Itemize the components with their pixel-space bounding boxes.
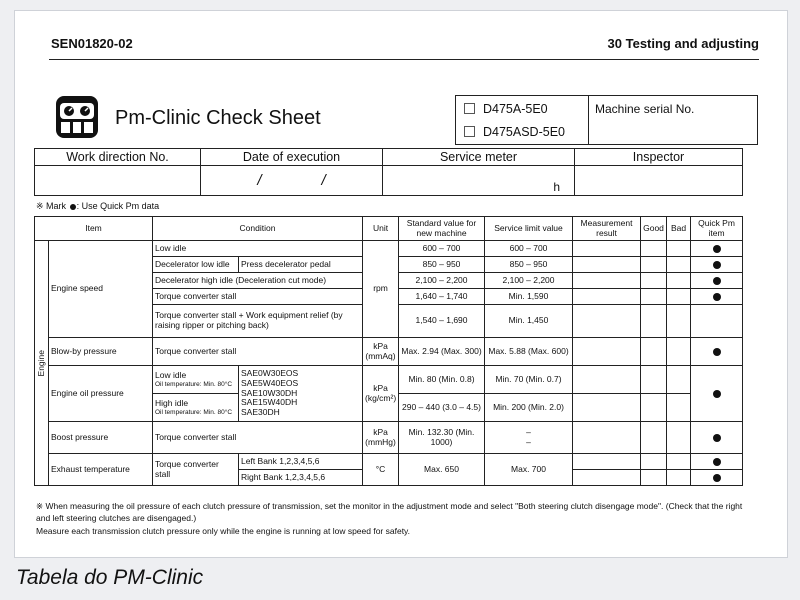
- unit-cell: rpm: [363, 241, 399, 338]
- blowby-item: Blow-by pressure: [49, 338, 153, 366]
- left-bank-cell: Left Bank 1,2,3,4,5,6: [239, 454, 363, 470]
- good-checkbox[interactable]: [641, 394, 667, 422]
- good-checkbox[interactable]: [641, 289, 667, 305]
- mark-note: [36, 201, 159, 212]
- bad-checkbox[interactable]: [667, 273, 691, 289]
- work-info-table: [34, 148, 743, 196]
- section-title: 30 Testing and adjusting: [607, 36, 759, 51]
- oil-grade: SAE15W40DH: [241, 397, 298, 408]
- good-checkbox[interactable]: [641, 273, 667, 289]
- standard-cell: Max. 650: [399, 454, 485, 486]
- quick-pm-dot-icon: [713, 277, 721, 285]
- measurement-input[interactable]: [573, 366, 641, 394]
- good-checkbox[interactable]: [641, 338, 667, 366]
- quick-pm-dot-icon: [713, 245, 721, 253]
- quick-pm-dot-icon: [713, 458, 721, 466]
- model-selector: [455, 95, 589, 145]
- oil-grade: SAE0W30EOS: [241, 368, 299, 379]
- checkbox-icon[interactable]: [464, 103, 475, 114]
- standard-header: Standard value for new machine: [399, 217, 485, 241]
- sheet-title: Pm-Clinic Check Sheet: [115, 107, 321, 129]
- unit-header: Unit: [363, 217, 399, 241]
- service-meter-field[interactable]: [383, 166, 575, 196]
- meter-unit: h: [553, 179, 560, 194]
- oil-temp-label: Oil temperature: Min. 80°C: [155, 380, 233, 388]
- oil-grade: SAE5W40EOS: [241, 377, 299, 388]
- service-limit-cell: 850 – 950: [485, 257, 573, 273]
- date-field[interactable]: [201, 166, 383, 196]
- header-rule: [49, 59, 759, 60]
- item-header: Item: [35, 217, 153, 241]
- service-limit-cell: 600 – 700: [485, 241, 573, 257]
- engine-group-cell: [35, 241, 49, 486]
- service-limit-cell: Min. 200 (Min. 2.0): [485, 394, 573, 422]
- quick-pm-cell: [691, 241, 743, 257]
- measurement-input[interactable]: [573, 338, 641, 366]
- service-limit-dash: –: [526, 436, 531, 447]
- quick-pm-dot-icon: [713, 434, 721, 442]
- bad-checkbox[interactable]: [667, 338, 691, 366]
- bad-checkbox[interactable]: [667, 366, 691, 394]
- unit-cell: kPa (mmAq): [363, 338, 399, 366]
- good-checkbox[interactable]: [641, 257, 667, 273]
- standard-cell: 2,100 – 2,200: [399, 273, 485, 289]
- mark-note-suffix: : Use Quick Pm data: [76, 201, 160, 211]
- quick-pm-cell: [691, 470, 743, 486]
- service-limit-cell: 2,100 – 2,200: [485, 273, 573, 289]
- condition-cell: Torque converter stall: [153, 289, 363, 305]
- model-option-1[interactable]: [464, 98, 588, 119]
- mark-note-prefix: ※ Mark: [36, 201, 67, 211]
- condition-cell: Torque converter stall: [153, 338, 363, 366]
- measurement-input[interactable]: [573, 273, 641, 289]
- date-slash: /: [257, 172, 262, 189]
- quick-pm-cell: [691, 338, 743, 366]
- low-idle-condition: [153, 366, 239, 394]
- quick-pm-cell: [691, 257, 743, 273]
- good-checkbox[interactable]: [641, 454, 667, 470]
- measurement-input[interactable]: [573, 422, 641, 454]
- engine-speed-item: Engine speed: [49, 241, 153, 338]
- inspector-header: Inspector: [575, 149, 743, 166]
- standard-cell: Min. 80 (Min. 0.8): [399, 366, 485, 394]
- service-limit-header: Service limit value: [485, 217, 573, 241]
- measurement-input[interactable]: [573, 470, 641, 486]
- serial-number-box[interactable]: [587, 95, 758, 145]
- quick-pm-dot-icon: [713, 474, 721, 482]
- service-limit-dash: –: [526, 426, 531, 437]
- oil-temp-label: Oil temperature: Min. 80°C: [155, 408, 233, 416]
- condition-cell: Torque converter stall: [153, 422, 363, 454]
- bad-checkbox[interactable]: [667, 289, 691, 305]
- unit-cell: kPa (kg/cm²): [363, 366, 399, 422]
- quick-pm-dot-icon: [713, 390, 721, 398]
- bullet-icon: [70, 204, 76, 210]
- condition-cell: Decelerator high idle (Deceleration cut mode): [153, 273, 363, 289]
- quick-pm-dot-icon: [713, 348, 721, 356]
- checkbox-icon[interactable]: [464, 126, 475, 137]
- unit-cell: °C: [363, 454, 399, 486]
- check-table: [34, 216, 743, 486]
- model-label: D475ASD-5E0: [483, 124, 565, 139]
- work-direction-field[interactable]: [35, 166, 201, 196]
- service-limit-cell: Max. 700: [485, 454, 573, 486]
- quick-pm-cell: [691, 454, 743, 470]
- quick-pm-cell: [691, 422, 743, 454]
- service-limit-cell: Min. 70 (Min. 0.7): [485, 366, 573, 394]
- unit-cell: kPa (mmHg): [363, 422, 399, 454]
- serial-label: Machine serial No.: [595, 102, 695, 116]
- boost-item: Boost pressure: [49, 422, 153, 454]
- image-caption: Tabela do PM-Clinic: [16, 566, 204, 589]
- document-code: SEN01820-02: [51, 36, 133, 51]
- good-header: Good: [641, 217, 667, 241]
- measurement-input[interactable]: [573, 454, 641, 470]
- good-checkbox[interactable]: [641, 422, 667, 454]
- measurement-input[interactable]: [573, 257, 641, 273]
- quick-pm-dot-icon: [713, 293, 721, 301]
- footnote: Measure each transmission clutch pressure only while the engine is running at low speed for safety.: [36, 525, 411, 536]
- condition-detail-cell: Press decelerator pedal: [239, 257, 363, 273]
- pm-clinic-logo-icon: [55, 95, 99, 139]
- service-meter-header: Service meter: [383, 149, 575, 166]
- measurement-input[interactable]: [573, 289, 641, 305]
- standard-cell: 1,640 – 1,740: [399, 289, 485, 305]
- standard-cell: Min. 132.30 (Min. 1000): [399, 422, 485, 454]
- date-slash: /: [321, 172, 326, 189]
- model-label: D475A-5E0: [483, 101, 548, 116]
- footnote: ※ When measuring the oil pressure of each clutch pressure of transmission, set the monitor in the adjustment mode and select "Both steering clutch disengage mode". (Check that the right and left steering clutches are disengaged.): [36, 501, 743, 524]
- quick-pm-cell: [691, 305, 743, 338]
- quick-pm-cell: [691, 289, 743, 305]
- right-bank-cell: Right Bank 1,2,3,4,5,6: [239, 470, 363, 486]
- standard-cell: 1,540 – 1,690: [399, 305, 485, 338]
- condition-cell: Low idle: [153, 241, 363, 257]
- bad-checkbox[interactable]: [667, 305, 691, 338]
- inspector-field[interactable]: [575, 166, 743, 196]
- standard-cell: 600 – 700: [399, 241, 485, 257]
- quick-pm-dot-icon: [713, 261, 721, 269]
- standard-cell: 850 – 950: [399, 257, 485, 273]
- good-checkbox[interactable]: [641, 470, 667, 486]
- standard-cell: 290 – 440 (3.0 – 4.5): [399, 394, 485, 422]
- good-checkbox[interactable]: [641, 241, 667, 257]
- measurement-header: Measurement result: [573, 217, 641, 241]
- measurement-input[interactable]: [573, 241, 641, 257]
- high-idle-condition: [153, 394, 239, 422]
- quick-pm-cell: [691, 366, 743, 422]
- good-checkbox[interactable]: [641, 366, 667, 394]
- high-idle-label: High idle: [155, 397, 189, 408]
- measurement-input[interactable]: [573, 305, 641, 338]
- footnotes: [36, 500, 756, 537]
- bad-checkbox[interactable]: [667, 241, 691, 257]
- condition-cell: Decelerator low idle: [153, 257, 239, 273]
- quick-pm-header: Quick Pm item: [691, 217, 743, 241]
- exhaust-item: Exhaust temperature: [49, 454, 153, 486]
- work-direction-header: Work direction No.: [35, 149, 201, 166]
- service-limit-cell: Max. 5.88 (Max. 600): [485, 338, 573, 366]
- bad-checkbox[interactable]: [667, 394, 691, 422]
- bad-header: Bad: [667, 217, 691, 241]
- condition-cell: Torque converter stall + Work equipment relief (by raising ripper or pitching back): [153, 305, 363, 338]
- engine-group-label: Engine: [36, 349, 46, 377]
- model-option-2[interactable]: [464, 121, 588, 142]
- bad-checkbox[interactable]: [667, 454, 691, 470]
- oil-pressure-item: Engine oil pressure: [49, 366, 153, 422]
- condition-cell: Torque converter stall: [153, 454, 239, 486]
- oil-grades-cell: [239, 366, 363, 422]
- measurement-input[interactable]: [573, 394, 641, 422]
- service-limit-cell: Min. 1,590: [485, 289, 573, 305]
- bad-checkbox[interactable]: [667, 257, 691, 273]
- oil-grade: SAE10W30DH: [241, 387, 298, 398]
- quick-pm-cell: [691, 273, 743, 289]
- oil-grade: SAE30DH: [241, 407, 280, 418]
- low-idle-label: Low idle: [155, 369, 187, 380]
- standard-cell: Max. 2.94 (Max. 300): [399, 338, 485, 366]
- bad-checkbox[interactable]: [667, 422, 691, 454]
- service-limit-cell: Min. 1,450: [485, 305, 573, 338]
- date-header: Date of execution: [201, 149, 383, 166]
- condition-header: Condition: [153, 217, 363, 241]
- good-checkbox[interactable]: [641, 305, 667, 338]
- service-limit-cell: [485, 422, 573, 454]
- bad-checkbox[interactable]: [667, 470, 691, 486]
